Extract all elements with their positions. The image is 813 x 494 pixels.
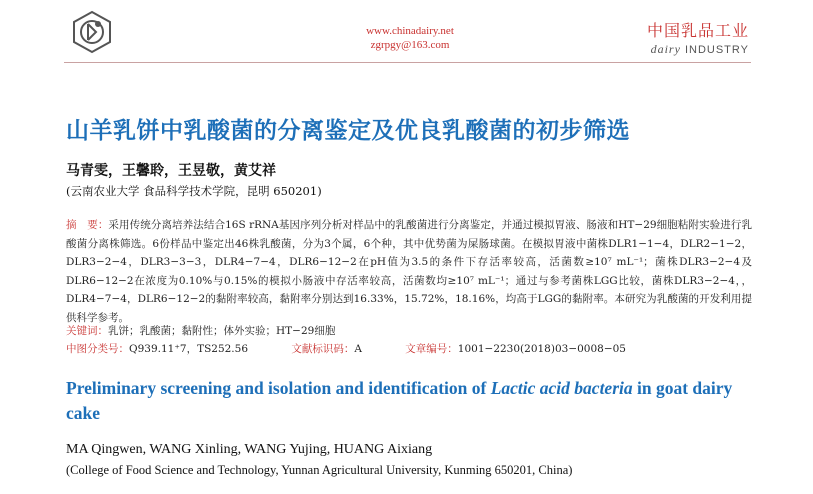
brand-en-rest: INDUSTRY (680, 44, 749, 56)
journal-brand (647, 18, 749, 57)
journal-brand-en (647, 42, 749, 57)
clc-value: Q939.11⁺7，TS252.56 (129, 343, 249, 355)
title-en-part1: Preliminary screening and isolation and identification of (66, 378, 491, 398)
article-number-label: 文章编号： (405, 343, 458, 355)
authors-en: MA Qingwen, WANG Xinling, WANG Yujing, HUANG Aixiang (66, 442, 433, 457)
journal-website-link[interactable]: www.chinadairy.net (366, 25, 454, 37)
article-number-value: 1001−2230(2018)03−0008−05 (457, 343, 626, 355)
journal-email-link[interactable]: zgrpgy@163.com (370, 39, 450, 51)
authors-cn: 马青雯，王馨聆，王昱敬，黄艾祥 (66, 163, 276, 179)
doc-code-value: A (354, 343, 362, 355)
keywords-cn (66, 323, 335, 338)
title-en-part2: in goat dairy cake (66, 378, 733, 423)
classification-line (66, 341, 752, 356)
header-divider (64, 62, 751, 63)
clc-label: 中图分类号： (66, 343, 129, 355)
affiliation-cn: (云南农业大学 食品科学技术学院，昆明 650201) (66, 184, 322, 198)
journal-contact (300, 24, 520, 52)
journal-logo-icon (70, 10, 114, 54)
affiliation-en: (College of Food Science and Technology, Yunnan Agricultural University, Kunming 650201, China) (66, 463, 573, 477)
brand-en-italic: dairy (650, 42, 681, 56)
keywords-label: 关键词： (66, 325, 108, 337)
journal-header (0, 0, 813, 62)
article-title-cn: 山羊乳饼中乳酸菌的分离鉴定及优良乳酸菌的初步筛选 (66, 118, 630, 144)
keywords-text: 乳饼；乳酸菌；黏附性；体外实验；HT−29细胞 (108, 325, 336, 337)
doc-code-label: 文献标识码： (291, 343, 355, 355)
abstract-label: 摘 要： (66, 219, 109, 231)
article-title-en (66, 376, 756, 426)
title-en-italic: Lactic acid bacteria (490, 378, 633, 398)
abstract-cn (66, 216, 752, 327)
journal-brand-cn: 中国乳品工业 (646, 21, 749, 40)
abstract-text: 采用传统分离培养法结合16S rRNA基因序列分析对样品中的乳酸菌进行分离鉴定，并通过模拟胃液、肠液和HT−29细胞粘附实验进行乳酸菌分离株筛选。6份样品中鉴定出46株乳酸菌，分为3个属，6个种，其中优势菌为屎肠球菌。在模拟胃液中菌株DLR1−1−4，DLR2−1−2，DLR3−2−4，DLR3−3−3，DLR4−7−4，DLR6−12−2在pH值为3.5的条件下存活率较高，活菌数≥10⁷ mL⁻¹；菌株DLR3−2−4及DLR6−12−2在浓度为0.10%与0.15%的模拟小肠液中存活率较高，活菌数均≥10⁷ mL⁻¹；通过与参考菌株LGG比较，菌株DLR3−2−4，，DLR4−7−4，DLR6−12−2的黏附率较高，黏附率分别达到16.33%，15.72%，18.16%，均高于LGG的黏附率。本研究为乳酸菌的开发利用提供科学参考。 (66, 219, 752, 324)
